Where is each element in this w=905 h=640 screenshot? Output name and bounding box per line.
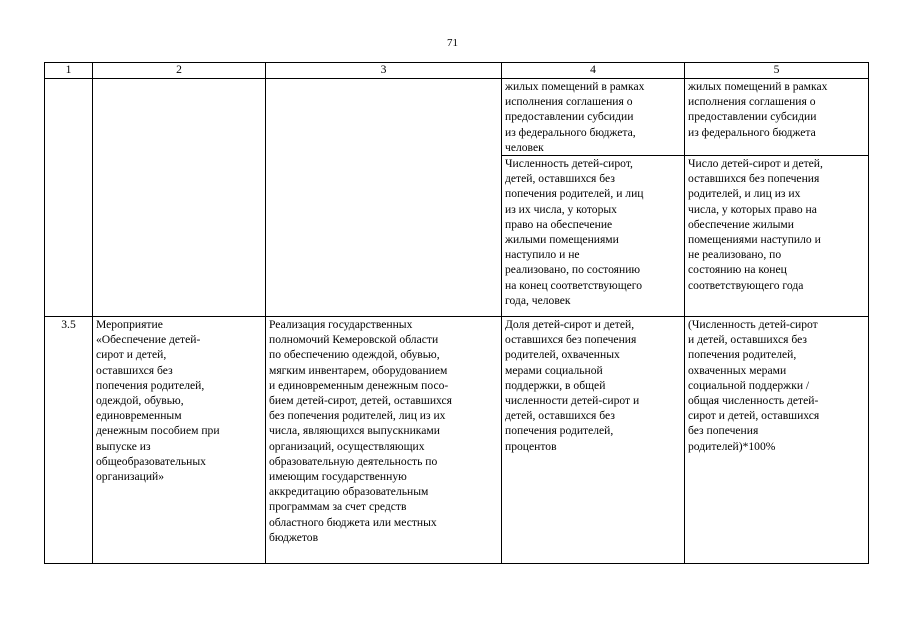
page-number: 71 [447,37,458,49]
activity-description-cell: Реализация государственных полномочий Кемеровской области по обеспечению одеждой, обувью, мягким инвентарем, оборудованием и единовременным денежным посо- бием детей-сирот, детей, оставшихся без попечения родителей, лиц из их числа, являющихся выпускниками организаций, осуществляющих образовательную деятельность по имеющим государственную аккредитацию образовательным программам за счет средств областного бюджета или местных бюджетов [266,317,502,564]
activity-description-cell [266,79,502,317]
activity-name-cell [93,79,266,317]
column-header-1: 1 [45,63,93,79]
table-header-row [45,63,869,79]
column-header-5: 5 [685,63,869,79]
indicator-name-cell: Доля детей-сирот и детей, оставшихся без попечения родителей, охваченных мерами социальной поддержки, в общей численности детей-сирот и детей, оставшихся без попечения родителей, процентов [502,317,685,564]
indicator-name-cell: Численность детей-сирот, детей, оставшихся без попечения родителей, и лиц из их числа, у которых право на обеспечение жилыми помещениями наступило и не реализовано, по состоянию на конец соответствующего года, человек [502,156,685,317]
indicator-method-cell: (Численность детей-сирот и детей, оставшихся без попечения родителей, охваченных мерами социальной поддержки / общая численность детей- сирот и детей, оставшихся без попечения родителей)*100% [685,317,869,564]
row-number-cell [45,79,93,317]
table-row [45,79,869,156]
indicator-method-cell: жилых помещений в рамках исполнения соглашения о предоставлении субсидии из федерального бюджета [685,79,869,156]
column-header-2: 2 [93,63,266,79]
indicators-table [44,62,869,564]
row-number-cell: 3.5 [45,317,93,564]
activity-name-cell: Мероприятие «Обеспечение детей- сирот и детей, оставшихся без попечения родителей, одеждой, обувью, единовременным денежным пособием при выпуске из общеобразовательных организаций» [93,317,266,564]
column-header-3: 3 [266,63,502,79]
indicator-method-cell: Число детей-сирот и детей, оставшихся без попечения родителей, и лиц из их числа, у которых право на обеспечение жилыми помещениями наступило и не реализовано, по состоянию на конец соответствующего года [685,156,869,317]
indicator-name-cell: жилых помещений в рамках исполнения соглашения о предоставлении субсидии из федерального бюджета, человек [502,79,685,156]
column-header-4: 4 [502,63,685,79]
table-row [45,317,869,564]
